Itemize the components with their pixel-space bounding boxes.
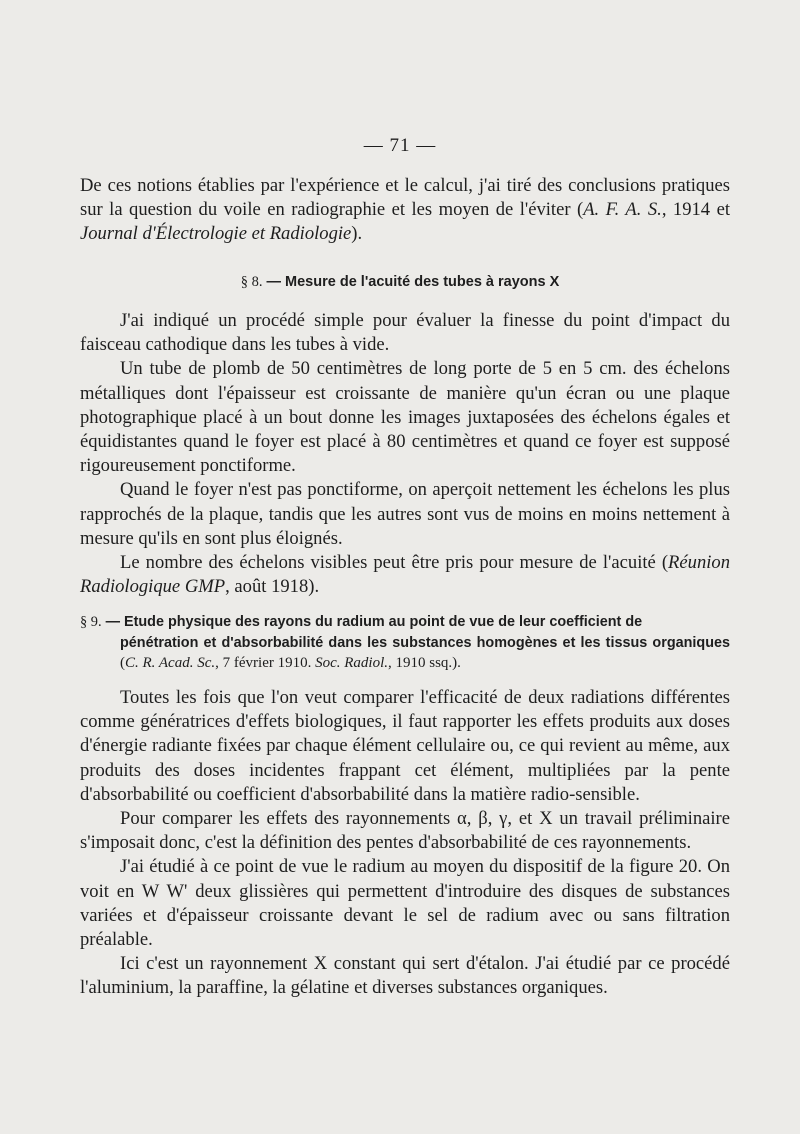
section-8-heading [0,274,800,291]
section-9-source: (C. R. Acad. Sc., 7 février 1910. Soc. Radiol., 1910 ssq.). [120,655,461,671]
paragraph-echelons: Le nombre des échelons visibles peut être pris pour mesure de l'acuité (Réunion Radiologique GMP, août 1918). [80,552,730,598]
section-8-number: § 8. [240,274,263,290]
paragraph-rayonnements: Pour comparer les effets des rayonnements α, β, γ, et X un travail préliminaire s'imposait donc, c'est la définition des pentes d'absorbabilité de ces rayonnements. [80,808,730,854]
section-9-title-rest: pénétration et d'absorbabilité dans les substances homogènes et les tissus organiques (C. R. Acad. Sc., 7 février 1910. Soc. Radiol., 1910 ssq.). [120,634,730,671]
paragraph-acuite-intro: J'ai indiqué un procédé simple pour évaluer la finesse du point d'impact du faisceau cathodique dans les tubes à vide. [80,310,730,356]
section-9-title-line1: § 9. — Etude physique des rayons du radium au point de vue de leur coefficient de [80,614,643,630]
paragraph-voile: De ces notions établies par l'expérience et le calcul, j'ai tiré des conclusions pratiques sur la question du voile en radiographie et les moyen de l'éviter (A. F. A. S., 1914 et Journal d'Électrologie et Radiologie). [80,175,730,245]
paragraph-radiations: Toutes les fois que l'on veut comparer l'efficacité de deux radiations différentes comme génératrices d'effets biologiques, il faut rapporter les effets produits aux doses d'énergie radiante fixées par chaque élément cellulaire ou, ce qui revient au même, aux produits des doses incidentes frappant cet élément, multipliées par la pente d'absorbabilité ou coefficient d'absorbabilité dans la matière radio-sensible. [80,687,730,805]
paragraph-block-2 [80,309,730,599]
paragraph-block-1 [80,174,730,247]
citation-afas: A. F. A. S. [583,199,662,221]
paragraph-foyer: Quand le foyer n'est pas ponctiforme, on aperçoit nettement les échelons les plus rapprochés de la plaque, tandis que les autres sont vus de moins en moins nettement à mesure qu'ils en sont plus éloignés. [80,479,730,549]
citation-reunion: Réunion Radiologique GMP [80,552,730,598]
page-number: — 71 — [363,135,437,156]
paragraph-dispositif: J'ai étudié à ce point de vue le radium au moyen du dispositif de la figure 20. On voit en W W' deux glissières qui permettent d'introduire des disques de substances variées et d'épaisseur croissante devant le sel de radium avec ou sans filtration préalable. [80,856,730,951]
section-9-heading [80,612,730,674]
paragraph-block-3 [80,686,730,1001]
paragraph-etalon: Ici c'est un rayonnement X constant qui sert d'étalon. J'ai étudié par ce procédé l'aluminium, la paraffine, la gélatine et diverses substances organiques. [80,953,730,999]
paragraph-tube-plomb: Un tube de plomb de 50 centimètres de long porte de 5 en 5 cm. des échelons métalliques dont l'épaisseur est croissante de manière qu'un écran ou une plaque photographique placé à un bout donne les images juxtaposées des échelons égales et équidistantes quand le foyer est placé à 80 centimètres et quand ce foyer est supposé rigoureusement ponctiforme. [80,358,730,477]
section-8-title: — Mesure de l'acuité des tubes à rayons X [266,274,560,290]
section-9-number: § 9. [80,614,102,630]
citation-journal: Journal d'Électrologie et Radiologie [80,223,352,245]
